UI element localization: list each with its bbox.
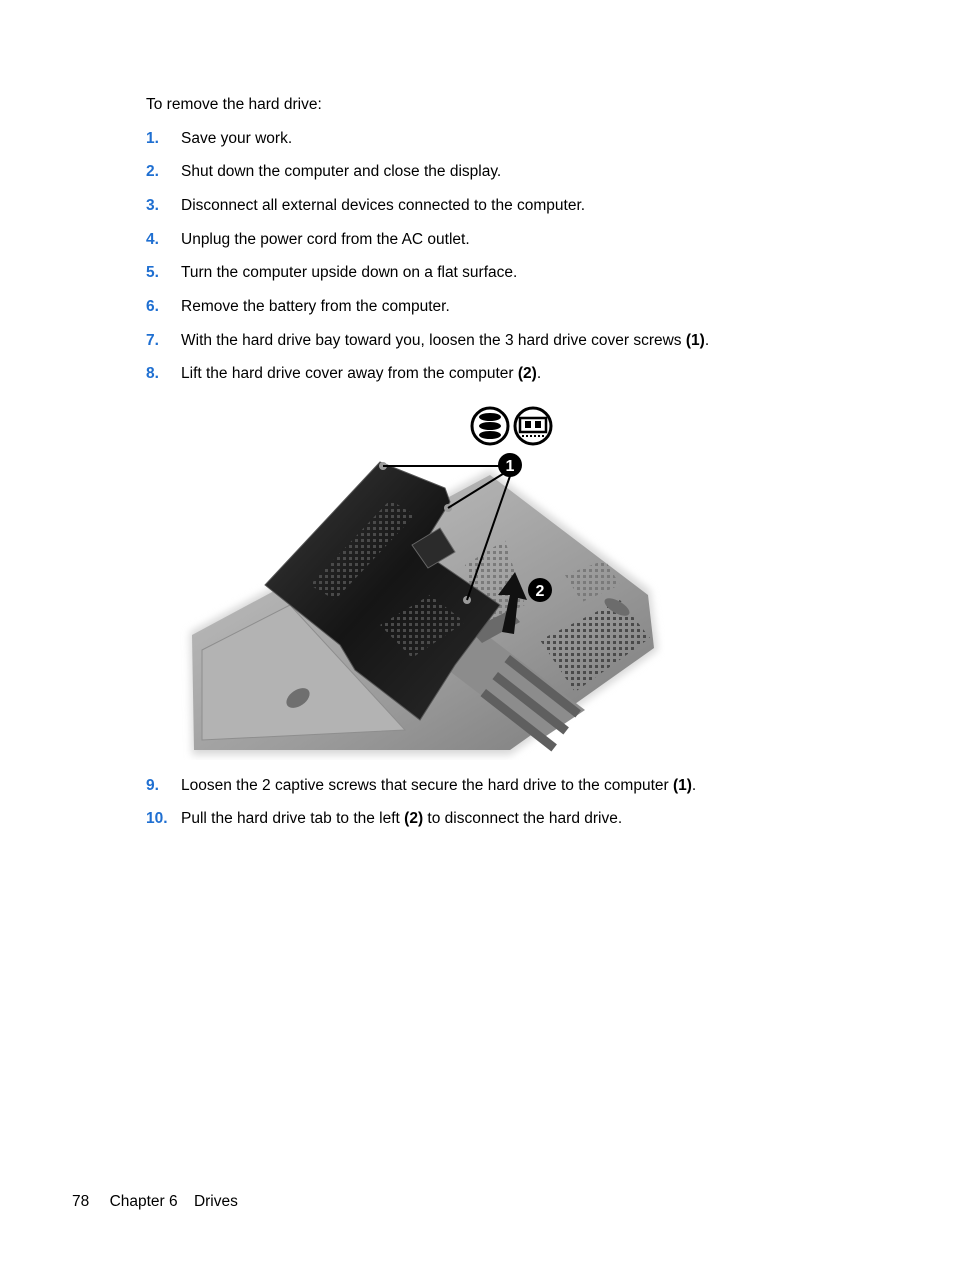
step-text: Save your work.: [181, 130, 293, 147]
svg-text:2: 2: [535, 583, 545, 600]
step-text: Pull the hard drive tab to the left (2) to disconnect the hard drive.: [181, 810, 623, 827]
step-number: 10.: [146, 810, 168, 827]
step-text: Unplug the power cord from the AC outlet.: [181, 231, 470, 248]
step-number: 3.: [146, 197, 159, 214]
step-text: Remove the battery from the computer.: [181, 298, 450, 315]
chapter-label: Chapter 6: [109, 1193, 178, 1210]
step-text: Disconnect all external devices connected to the computer.: [181, 197, 586, 214]
step-number: 2.: [146, 163, 159, 180]
intro-text: To remove the hard drive:: [146, 96, 322, 113]
step-number: 7.: [146, 332, 159, 349]
step-number: 8.: [146, 365, 159, 382]
memory-module-icon: [515, 408, 551, 444]
page-footer: [72, 1193, 238, 1211]
page-number: 78: [72, 1193, 90, 1210]
step-number: 5.: [146, 264, 159, 281]
step-text: Loosen the 2 captive screws that secure the hard drive to the computer (1).: [181, 777, 697, 794]
svg-text:1: 1: [505, 458, 515, 475]
step-text: Turn the computer upside down on a flat surface.: [181, 264, 518, 281]
step-number: 9.: [146, 777, 159, 794]
step-number: 6.: [146, 298, 159, 315]
callout-2: [528, 578, 552, 602]
step-text: Shut down the computer and close the display.: [181, 163, 502, 180]
step-text: Lift the hard drive cover away from the computer (2).: [181, 365, 542, 382]
section-label: Drives: [193, 1193, 238, 1210]
step-text: With the hard drive bay toward you, loosen the 3 hard drive cover screws (1).: [181, 332, 710, 349]
hard-drive-icon: [472, 408, 508, 444]
step-number: 4.: [146, 231, 159, 248]
hard-drive-cover-illustration: [180, 400, 665, 760]
callout-1: [498, 453, 522, 477]
step-number: 1.: [146, 130, 159, 147]
